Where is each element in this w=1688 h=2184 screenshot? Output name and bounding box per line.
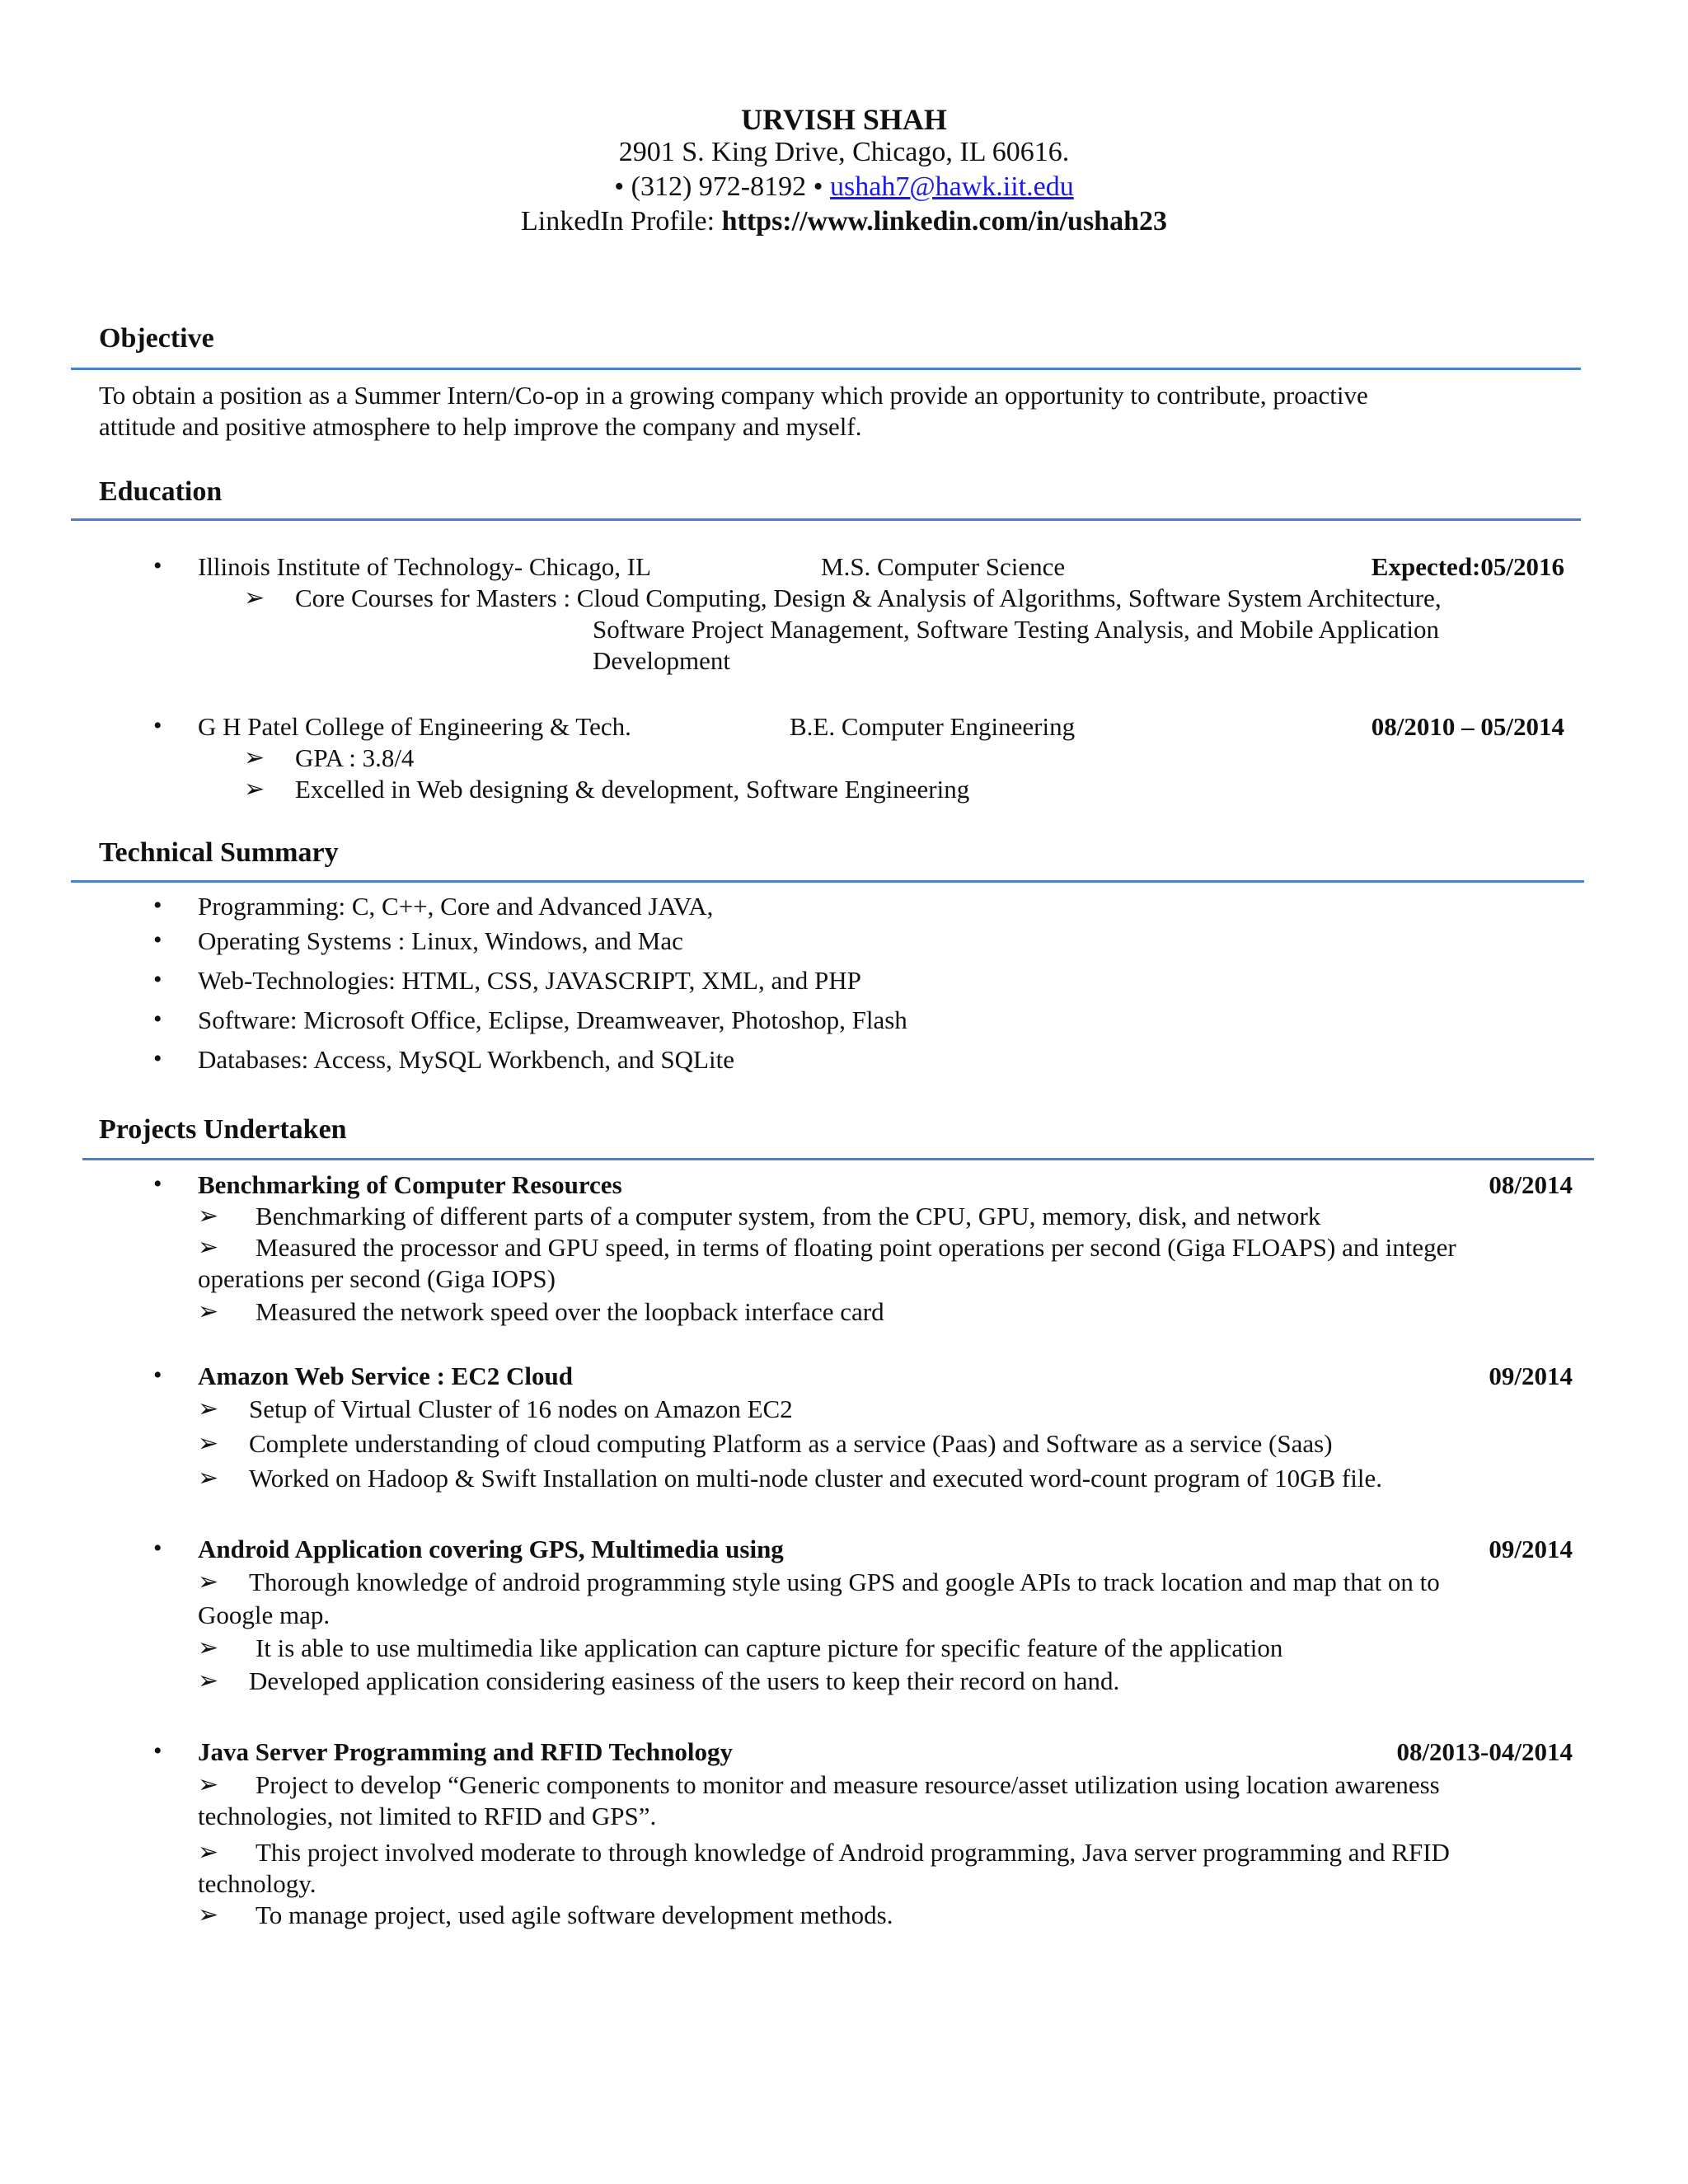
edu-detail: Software Project Management, Software Testing Analysis, and Mobile Application (593, 615, 1439, 644)
project-line: Setup of Virtual Cluster of 16 nodes on Amazon EC2 (249, 1394, 793, 1423)
arrow-icon: ➢ (198, 1901, 219, 1929)
project-title: Android Application covering GPS, Multimedia using (198, 1535, 784, 1563)
arrow-icon: ➢ (244, 776, 265, 803)
section-title-technical: Technical Summary (99, 837, 339, 868)
project-line: To manage project, used agile software development methods. (256, 1900, 893, 1929)
project-date: 08/2014 (1489, 1170, 1573, 1199)
project-line: technology. (198, 1869, 316, 1898)
edu-date: Expected:05/2016 (1371, 552, 1564, 581)
section-title-education: Education (99, 476, 223, 507)
project-date: 09/2014 (1489, 1535, 1573, 1563)
bullet-icon: • (153, 552, 162, 579)
objective-line: To obtain a position as a Summer Intern/Co-op in a growing company which provide an opportunity to contribute, proactive (99, 381, 1368, 410)
linkedin-url[interactable]: https://www.linkedin.com/in/ushah23 (721, 206, 1167, 237)
project-title: Java Server Programming and RFID Technology (198, 1737, 734, 1766)
arrow-icon: ➢ (198, 1465, 219, 1492)
tech-item: Software: Microsoft Office, Eclipse, Dreamweaver, Photoshop, Flash (198, 1005, 907, 1034)
tech-item: Operating Systems : Linux, Windows, and Mac (198, 926, 683, 955)
project-line: Project to develop “Generic components to monitor and measure resource/asset utilization using location awareness (256, 1770, 1440, 1799)
edu-detail: GPA : 3.8/4 (295, 743, 415, 772)
bullet-icon: • (153, 892, 162, 919)
arrow-icon: ➢ (198, 1667, 219, 1694)
section-rule (71, 368, 1581, 370)
project-line: Measured the network speed over the loopback interface card (256, 1297, 884, 1326)
bullet-icon: • (153, 1535, 162, 1562)
section-title-objective: Objective (99, 323, 214, 354)
bullet-icon: • (153, 1045, 162, 1072)
arrow-icon: ➢ (244, 584, 265, 612)
section-rule (71, 518, 1581, 521)
arrow-icon: ➢ (198, 1430, 219, 1457)
project-line: Benchmarking of different parts of a computer system, from the CPU, GPU, memory, disk, and network (256, 1202, 1321, 1230)
bullet-icon: • (153, 1361, 162, 1389)
email-link[interactable]: ushah7@hawk.iit.edu (830, 171, 1074, 202)
phone: • (312) 972-8192 • (614, 171, 823, 202)
bullet-icon: • (153, 712, 162, 739)
arrow-icon: ➢ (198, 1634, 219, 1661)
project-date: 08/2013-04/2014 (1396, 1737, 1573, 1766)
project-line: technologies, not limited to RFID and GPS”. (198, 1802, 657, 1830)
tech-item: Programming: C, C++, Core and Advanced JAVA, (198, 892, 714, 921)
edu-school: G H Patel College of Engineering & Tech. (198, 712, 631, 741)
project-title: Benchmarking of Computer Resources (198, 1170, 622, 1199)
project-line: operations per second (Giga IOPS) (198, 1264, 556, 1293)
project-title: Amazon Web Service : EC2 Cloud (198, 1361, 573, 1390)
project-line: Measured the processor and GPU speed, in terms of floating point operations per second (Giga FLOAPS) and integer (256, 1233, 1456, 1262)
bullet-icon: • (153, 926, 162, 954)
bullet-icon: • (153, 1170, 162, 1197)
edu-school: Illinois Institute of Technology- Chicago, IL (198, 552, 651, 581)
arrow-icon: ➢ (198, 1234, 219, 1261)
arrow-icon: ➢ (198, 1298, 219, 1325)
objective-line: attitude and positive atmosphere to help improve the company and myself. (99, 412, 862, 441)
arrow-icon: ➢ (198, 1395, 219, 1422)
arrow-icon: ➢ (198, 1568, 219, 1596)
section-rule (82, 1158, 1594, 1160)
section-title-projects: Projects Undertaken (99, 1114, 347, 1145)
tech-item: Web-Technologies: HTML, CSS, JAVASCRIPT, XML, and PHP (198, 966, 861, 995)
bullet-icon: • (153, 966, 162, 993)
arrow-icon: ➢ (198, 1202, 219, 1230)
address: 2901 S. King Drive, Chicago, IL 60616. (618, 137, 1070, 167)
edu-detail: Core Courses for Masters : Cloud Computing, Design & Analysis of Algorithms, Software System Architecture, (295, 583, 1442, 612)
contact-line (0, 171, 1688, 203)
project-line: It is able to use multimedia like application can capture picture for specific feature of the application (256, 1633, 1283, 1662)
section-rule (71, 880, 1584, 883)
project-line: Thorough knowledge of android programming style using GPS and google APIs to track location and map that on to (249, 1568, 1440, 1596)
project-line: This project involved moderate to through knowledge of Android programming, Java server programming and RFID (256, 1838, 1450, 1867)
edu-degree: B.E. Computer Engineering (790, 712, 1076, 741)
arrow-icon: ➢ (198, 1771, 219, 1798)
bullet-icon: • (153, 1737, 162, 1765)
project-line: Complete understanding of cloud computing Platform as a service (Paas) and Software as a service (Saas) (249, 1429, 1333, 1458)
tech-item: Databases: Access, MySQL Workbench, and SQLite (198, 1045, 734, 1074)
project-line: Worked on Hadoop & Swift Installation on multi-node cluster and executed word-count program of 10GB file. (249, 1464, 1382, 1493)
edu-degree: M.S. Computer Science (821, 552, 1066, 581)
bullet-icon: • (153, 1005, 162, 1033)
project-line: Developed application considering easiness of the users to keep their record on hand. (249, 1666, 1120, 1695)
linkedin-line (0, 206, 1688, 237)
edu-date: 08/2010 – 05/2014 (1371, 712, 1564, 741)
edu-detail: Excelled in Web designing & development, Software Engineering (295, 775, 970, 804)
project-date: 09/2014 (1489, 1361, 1573, 1390)
arrow-icon: ➢ (244, 744, 265, 771)
linkedin-label: LinkedIn Profile: (520, 206, 715, 237)
edu-detail: Development (593, 646, 731, 675)
candidate-name: URVISH SHAH (741, 103, 947, 136)
arrow-icon: ➢ (198, 1839, 219, 1866)
project-line: Google map. (198, 1601, 331, 1629)
